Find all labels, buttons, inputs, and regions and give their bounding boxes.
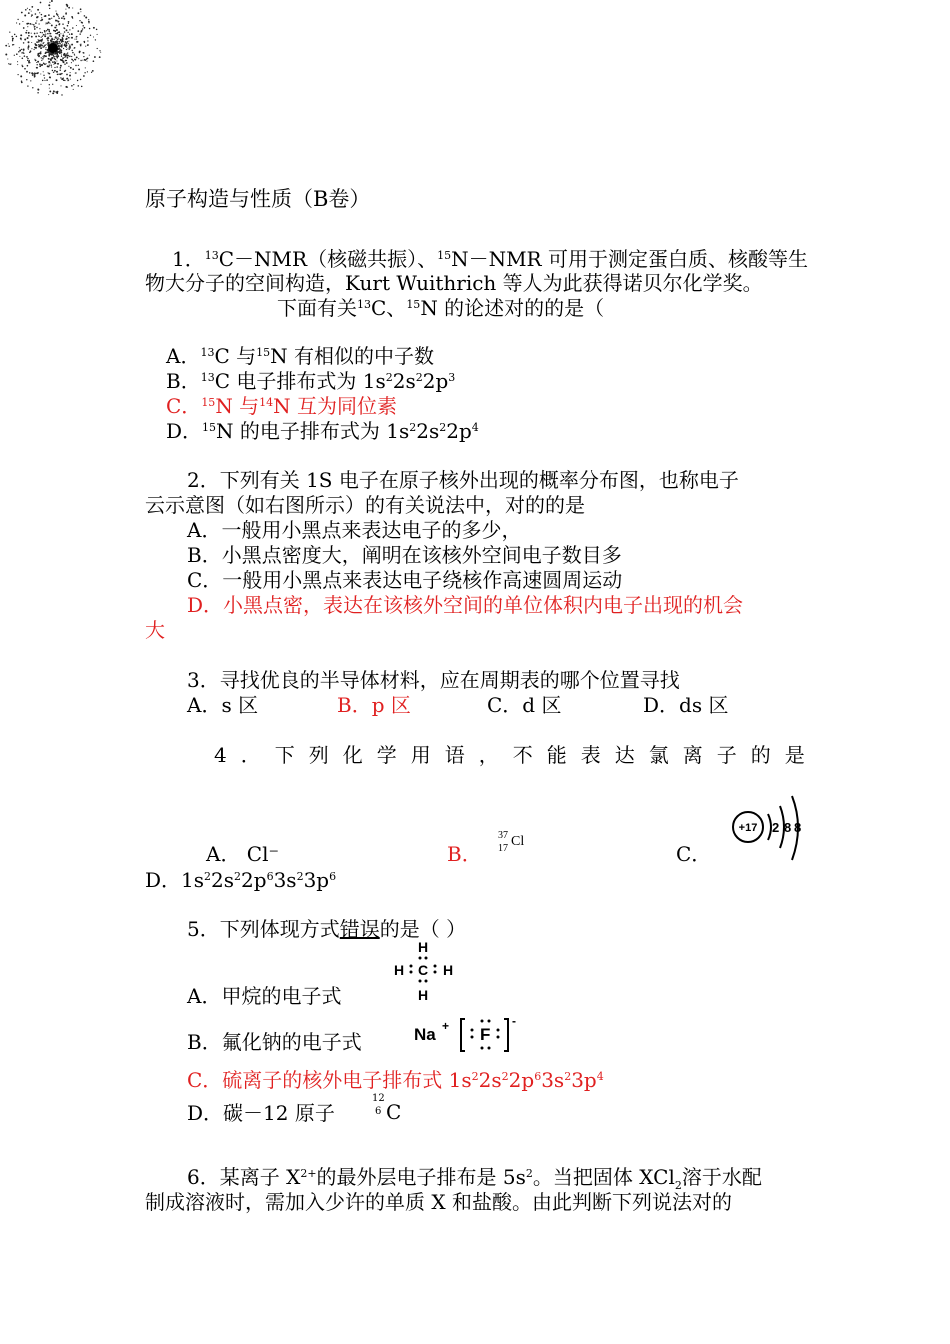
q2-option-d: D．小黑点密，表达在该核外空间的单位体积内电子出现的机会 (187, 593, 744, 617)
q1-line2: 物大分子的空间构造，Kurt Wuithrich 等人为此获得诺贝尔化学奖。 (145, 271, 763, 295)
q4-option-d: D．$1s^22s^22p^63s^23p^6$ (145, 868, 337, 892)
shell-3-count: 8 (794, 820, 802, 835)
q4-stem: 4．下列化学用语，不能表达氯离子的是 (214, 743, 819, 767)
q1-line1: 1．$^{13}$C－NMR（核磁共振）、$^{15}$N－NMR 可用于测定蛋白质、核酸等生 (172, 247, 808, 271)
shell-1-count: 2 (772, 820, 780, 835)
q2-line1: 2．下列有关 1S 电子在原子核外出现的概率分布图，也称电子 (187, 468, 739, 492)
svg-text:H: H (393, 962, 405, 978)
q2-option-d-cont: 大 (145, 618, 165, 642)
q6-line2: 制成溶液时，需加入少许的单质 X 和盐酸。由此判断下列说法对的 (145, 1190, 732, 1214)
q1-option-b: B．$^{13}$C 电子排布式为 $1s^22s^22p^3$ (166, 369, 456, 393)
q3-option-b: B．p 区 (337, 693, 411, 717)
q3-stem: 3．寻找优良的半导体材料，应在周期表的哪个位置寻找 (187, 668, 680, 692)
svg-text:+: + (442, 1019, 450, 1033)
svg-text:Na: Na (414, 1025, 436, 1044)
svg-text:-: - (512, 1014, 516, 1028)
q5-stem: 5．下列体现方式错误的是（ ） (187, 917, 467, 941)
electron-cloud-image (3, 0, 103, 100)
svg-text:H: H (417, 939, 429, 955)
q4-option-a: A． Cl⁻ (206, 842, 280, 866)
svg-text:C: C (417, 962, 429, 978)
q1-option-a: A．$^{13}$C 与$^{15}$N 有相似的中子数 (166, 344, 434, 368)
q5-option-c: C．硫离子的核外电子排布式 $1s^22s^22p^63s^23p^4$ (187, 1068, 604, 1092)
q2-option-a: A．一般用小黑点来表达电子的多少， (187, 518, 522, 542)
q1-line3: 下面有关$^{13}$C、$^{15}$N 的论述对的的是（ (277, 296, 605, 320)
q3-option-a: A．s 区 (187, 693, 259, 717)
svg-text:F: F (480, 1025, 491, 1044)
q4-option-b: B． (447, 842, 482, 866)
q1-option-d: D．$^{15}$N 的电子排布式为 $1s^22s^22p^4$ (166, 419, 479, 443)
q5-option-a: A．甲烷的电子式 (187, 984, 342, 1008)
svg-text:H: H (417, 987, 429, 1002)
q5-option-b: B．氟化钠的电子式 (187, 1030, 362, 1054)
q2-option-c: C．一般用小黑点来表达电子绕核作高速圆周运动 (187, 568, 623, 592)
q3-option-d: D．ds 区 (643, 693, 729, 717)
q2-option-b: B．小黑点密度大，阐明在该核外空间电子数目多 (187, 543, 622, 567)
sodium-fluoride-electron-formula (412, 1013, 522, 1055)
methane-electron-formula (388, 938, 458, 1002)
q1-option-c: C．$^{15}$N 与$^{14}$N 互为同位素 (166, 394, 398, 418)
nucleus-charge: +17 (738, 822, 758, 834)
q5-option-d: D．碳－12 原子 (187, 1101, 335, 1125)
q2-line2: 云示意图（如右图所示）的有关说法中，对的的是 (145, 493, 585, 517)
page-title: 原子构造与性质（B卷） (145, 187, 371, 211)
q6-line1: 6．某离子 $X^{2+}$的最外层电子排布是 $5s^2$。当把固体 XCl$_2$溶于水配 (187, 1165, 762, 1192)
q4-atom-structure-diagram (728, 792, 808, 864)
shell-2-count: 8 (784, 820, 792, 835)
q4-option-c: C． (676, 842, 712, 866)
svg-text:H: H (442, 962, 454, 978)
q3-option-c: C．d 区 (487, 693, 562, 717)
